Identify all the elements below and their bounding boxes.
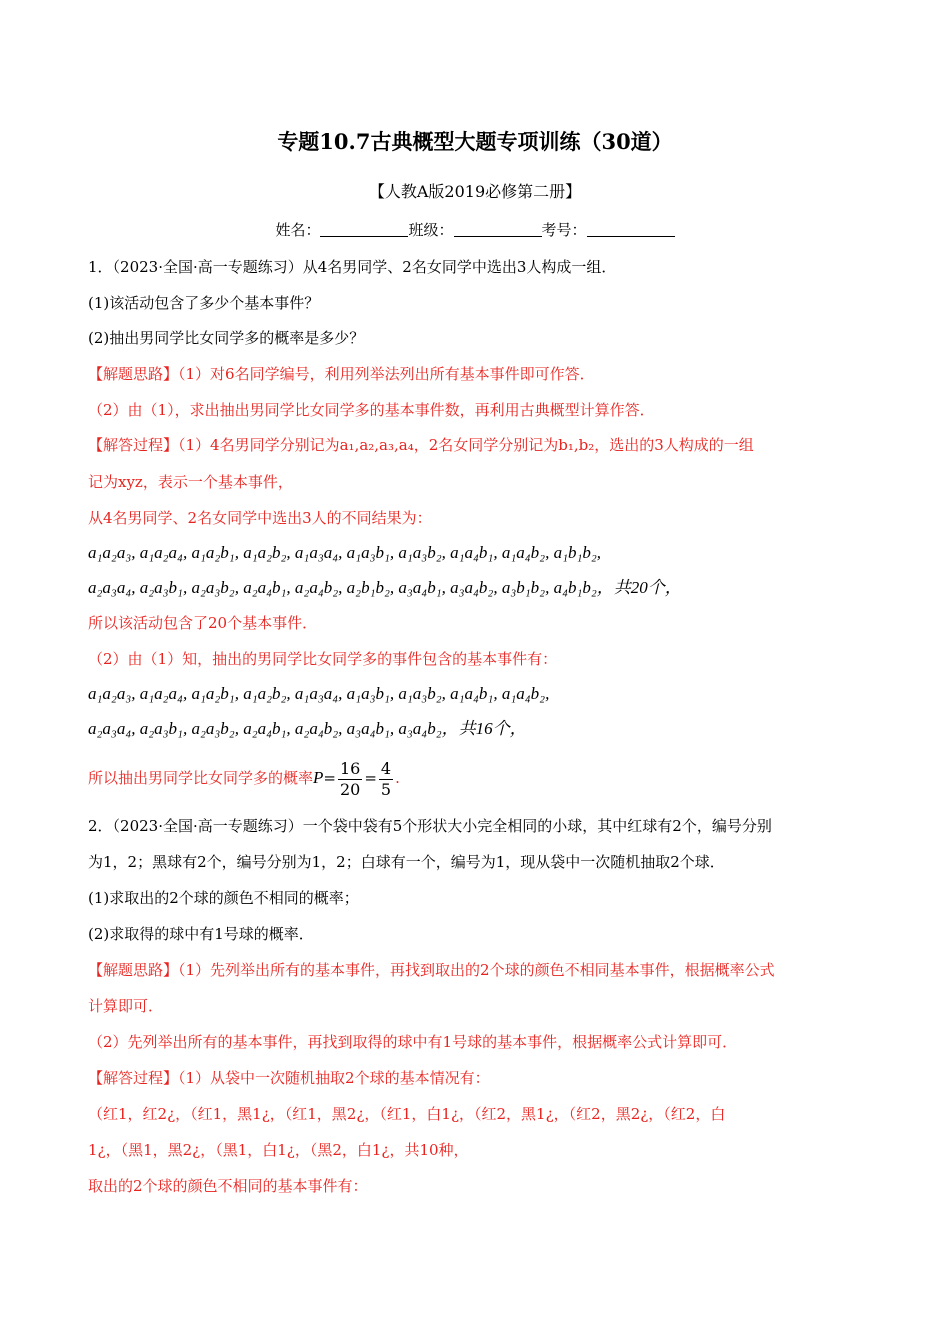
q1-probability-text: 所以抽出男同学比女同学多的概率 xyxy=(88,769,314,787)
q1-solution-line: 所以该活动包含了20个基本事件． xyxy=(88,614,318,632)
name-label: 姓名： xyxy=(275,221,321,239)
question-2-stem: 2．（2023·全国·高一专题练习）一个袋中袋有5个形状大小完全相同的小球，其中红球有2个，编号分别 xyxy=(88,817,772,835)
question-1-part-2: (2)抽出男同学比女同学多的概率是多少？ xyxy=(88,329,365,347)
formula-p: P xyxy=(313,768,324,787)
question-1-stem: 1．（2023·全国·高一专题练习）从4名男同学、2名女同学中选出3人构成一组． xyxy=(88,258,617,276)
q2-solution-idea: 【解题思路】（1）先列举出所有的基本事件，再找到取出的2个球的颜色不相同基本事件，根据概率公式 xyxy=(88,961,775,979)
q1-solution-line: （2）由（1）知，抽出的男同学比女同学多的事件包含的基本事件有： xyxy=(88,650,558,668)
id-blank xyxy=(587,222,675,237)
id-label: 考号： xyxy=(541,221,587,239)
q1-solution-line: 从4名男同学、2名女同学中选出3人的不同结果为： xyxy=(88,509,432,527)
class-blank xyxy=(454,222,542,237)
formula-period: . xyxy=(395,769,400,787)
formula-equals: = xyxy=(364,769,377,787)
probability-formula xyxy=(313,758,395,799)
q1-outcome-list-2: a₂a₃a₄, a₂a₃b₁, a₂a₃b₂, a₂a₄b₁, a₂a₄b₂, a₂b₁b₂, a₃a₄b₁, a₃a₄b₂, a₃b₁b₂, a₄b₁b₂，共20个， xyxy=(88,578,682,597)
q1-solution-line: 记为xyz，表示一个基本事件， xyxy=(88,473,293,491)
student-info xyxy=(0,219,950,241)
fraction-16-20 xyxy=(338,759,362,800)
fraction-denominator: 5 xyxy=(380,779,392,799)
question-1-part-1: (1)该活动包含了多少个基本事件？ xyxy=(88,294,320,312)
fraction-numerator: 4 xyxy=(380,758,392,778)
page-title: 专题10.7古典概型大题专项训练（30道） xyxy=(277,129,673,154)
question-2-part-2: (2)求取得的球中有1号球的概率． xyxy=(88,925,314,943)
q1-solution-process: 【解答过程】（1）4名男同学分别记为a₁,a₂,a₃,a₄，2名女同学分别记为b₁,b₂，选出的3人构成的一组 xyxy=(88,436,754,454)
class-label: 班级： xyxy=(408,221,454,239)
q2-outcome-list-2: 1¿，（黑1，黑2¿，（黑1，白1¿，（黑2，白1¿，共10种， xyxy=(88,1141,469,1159)
q1-solution-idea: 【解题思路】（1）对6名同学编号，利用列举法列出所有基本事件即可作答． xyxy=(88,365,595,383)
q1-probability-line xyxy=(88,756,880,800)
fraction-4-5 xyxy=(379,759,393,800)
fraction-denominator: 20 xyxy=(339,779,361,799)
q2-solution-idea-2: 计算即可． xyxy=(88,997,164,1015)
page-subtitle: 【人教A版2019必修第二册】 xyxy=(368,182,582,201)
q2-solution-process: 【解答过程】（1）从袋中一次随机抽取2个球的基本情况有： xyxy=(88,1069,490,1087)
q1-outcome-list-4: a₂a₃a₄, a₂a₃b₁, a₂a₃b₂, a₂a₄b₁, a₂a₄b₂, a₃a₄b₁, a₃a₄b₂，共16个， xyxy=(88,719,527,738)
question-2-stem-2: 为1，2；黑球有2个，编号分别为1，2；白球有一个，编号为1，现从袋中一次随机抽取2个球． xyxy=(88,853,725,871)
name-blank xyxy=(320,222,408,237)
q1-solution-idea-2: （2）由（1），求出抽出男同学比女同学多的基本事件数，再利用古典概型计算作答． xyxy=(88,401,655,419)
fraction-numerator: 16 xyxy=(339,758,361,778)
q2-outcome-list-1: （红1，红2¿，（红1，黑1¿，（红1，黑2¿，（红1，白1¿，（红2，黑1¿，（红2，黑2¿，（红2，白 xyxy=(88,1105,726,1123)
q2-solution-idea-3: （2）先列举出所有的基本事件，再找到取得的球中有1号球的基本事件，根据概率公式计算即可． xyxy=(88,1033,738,1051)
question-2-part-1: (1)求取出的2个球的颜色不相同的概率； xyxy=(88,889,359,907)
q1-outcome-list-3: a₁a₂a₃, a₁a₂a₄, a₁a₂b₁, a₁a₂b₂, a₁a₃a₄, a₁a₃b₁, a₁a₃b₂, a₁a₄b₁, a₁a₄b₂, xyxy=(88,684,550,703)
q1-outcome-list-1: a₁a₂a₃, a₁a₂a₄, a₁a₂b₁, a₁a₂b₂, a₁a₃a₄, a₁a₃b₁, a₁a₃b₂, a₁a₄b₁, a₁a₄b₂, a₁b₁b₂, xyxy=(88,543,602,562)
q2-solution-line: 取出的2个球的颜色不相同的基本事件有： xyxy=(88,1177,368,1195)
formula-equals: = xyxy=(323,769,336,787)
